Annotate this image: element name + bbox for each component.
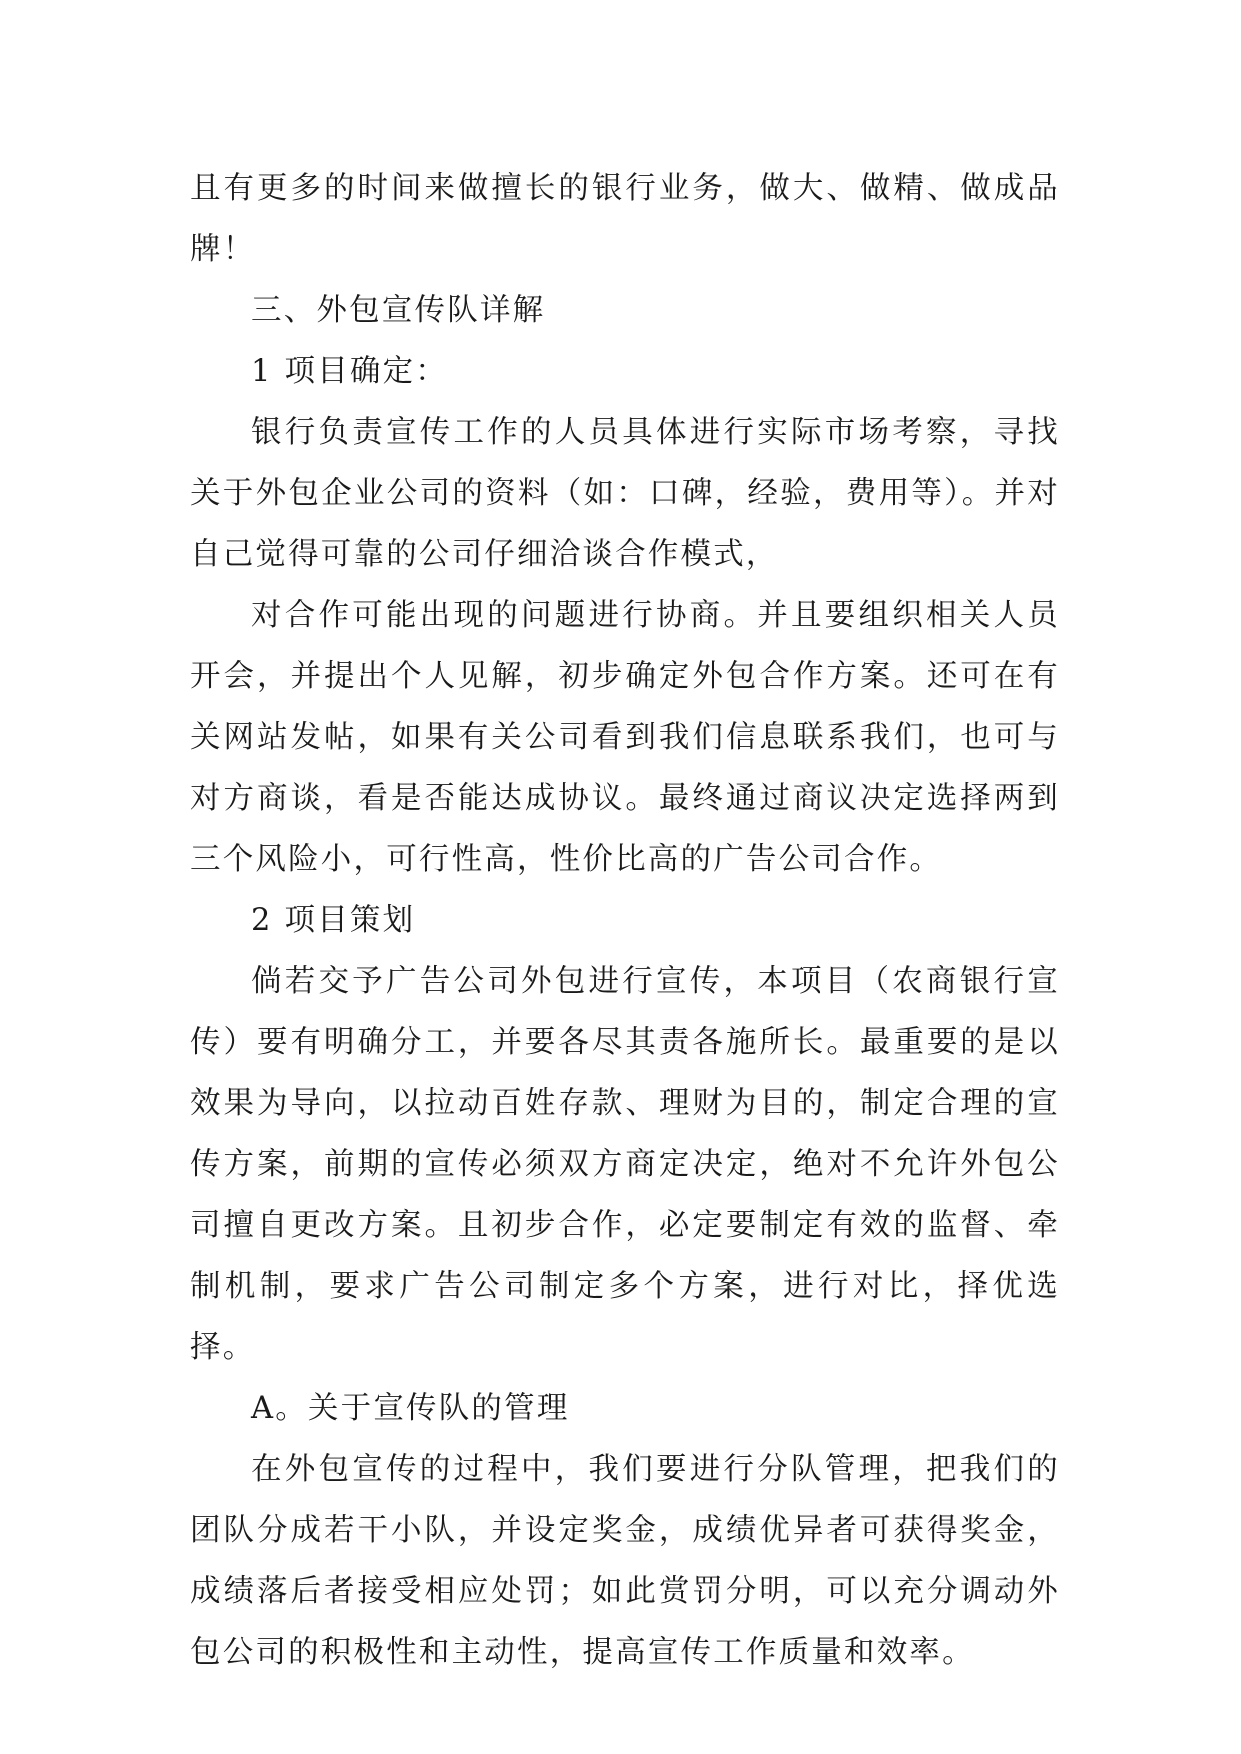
subheading-project-confirmation: 1 项目确定： <box>251 354 448 389</box>
paragraph-planning-details: 倘若交予广告公司外包进行宣传，本项目（农商银行宣传）要有明确分工，并要各尽其责各施所长。最重要的是以效果为导向，以拉动百姓存款、理财为目的，制定合理的宣传方案，前期的宣传必须双方商定决定，绝对不允许外包公司擅自更改方案。且初步合作，必定要制定有效的监督、牵制机制，要求广告公司制定多个方案，进行对比，择优选择。 <box>190 964 1060 1365</box>
subheading-project-planning: 2 项目策划 <box>251 903 416 938</box>
paragraph-continuation: 且有更多的时间来做擅长的银行业务，做大、做精、做成品牌！ <box>190 171 1060 267</box>
section-heading-outsourcing-team: 三、外包宣传队详解 <box>251 293 546 328</box>
subheading-team-management: A。关于宣传队的管理 <box>251 1391 570 1426</box>
paragraph-team-management: 在外包宣传的过程中，我们要进行分队管理，把我们的团队分成若干小队，并设定奖金，成绩优异者可获得奖金，成绩落后者接受相应处罚；如此赏罚分明，可以充分调动外包公司的积极性和主动性，提高宣传工作质量和效率。 <box>190 1452 1060 1670</box>
document-body <box>190 158 1060 1683</box>
paragraph-market-research: 银行负责宣传工作的人员具体进行实际市场考察，寻找关于外包企业公司的资料（如：口碑，经验，费用等）。并对自己觉得可靠的公司仔细洽谈合作模式， <box>190 415 1060 572</box>
paragraph-negotiation: 对合作可能出现的问题进行协商。并且要组织相关人员开会，并提出个人见解，初步确定外包合作方案。还可在有关网站发帖，如果有关公司看到我们信息联系我们，也可与对方商谈，看是否能达成协议。最终通过商议决定选择两到三个风险小，可行性高，性价比高的广告公司合作。 <box>190 598 1060 877</box>
